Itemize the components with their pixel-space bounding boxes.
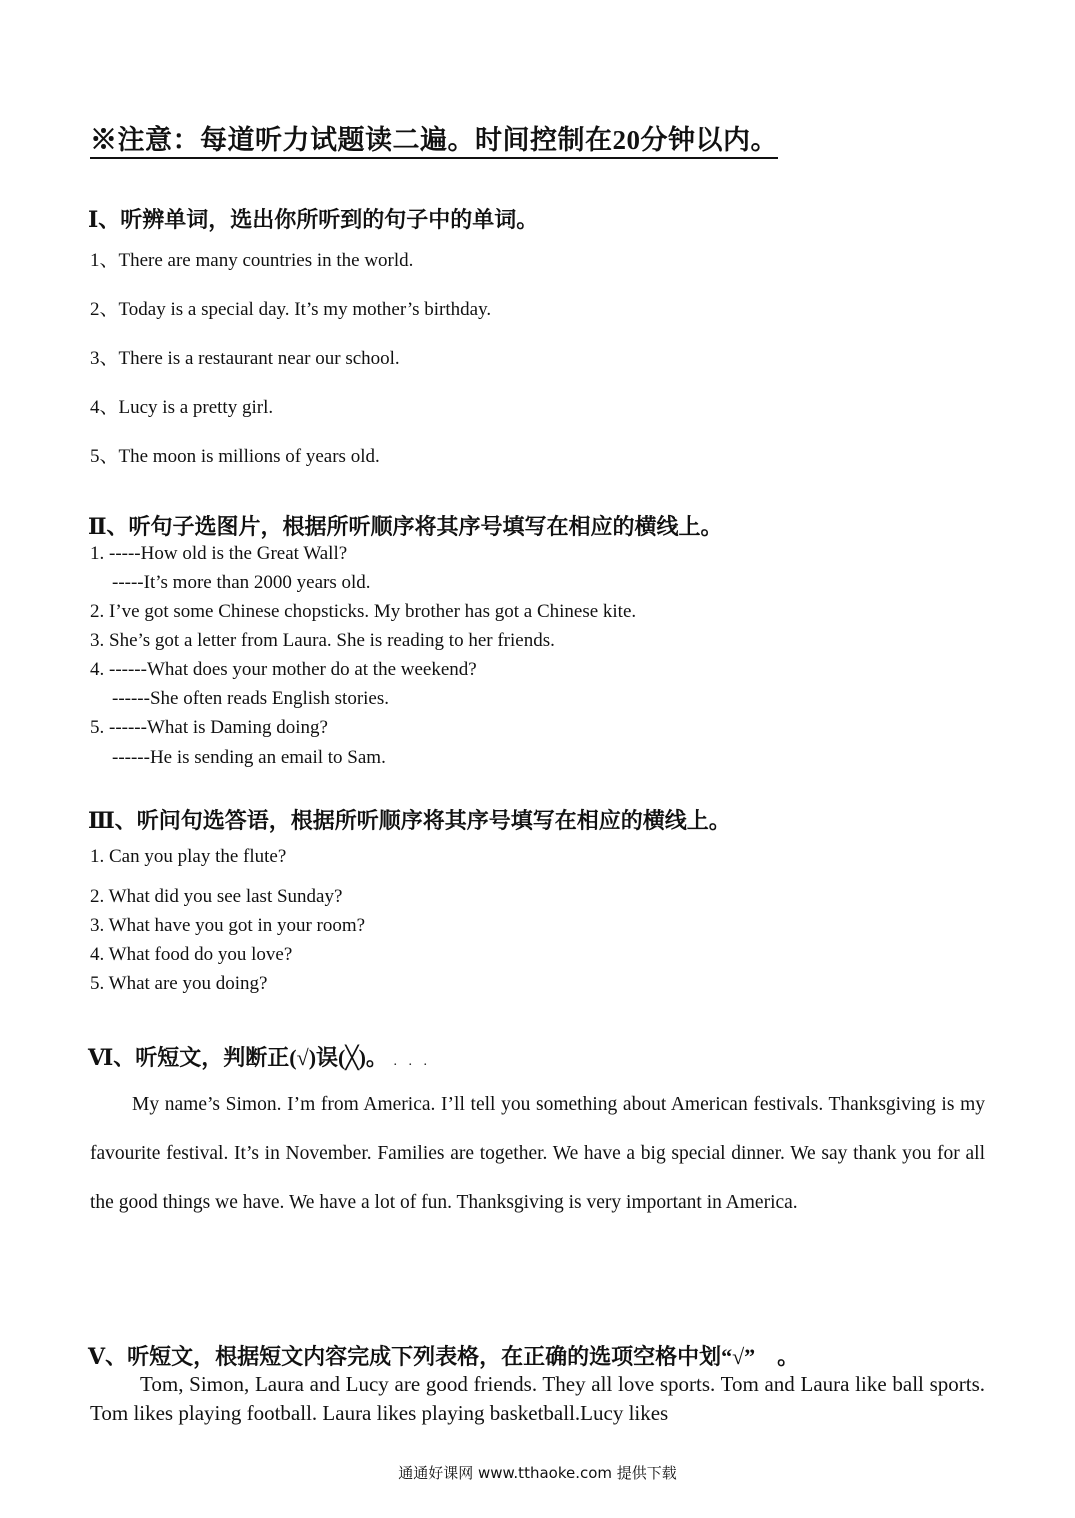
section-5-title: Ⅴ、听短文，根据短文内容完成下列表格，在正确的选项空格中划“√” 。 — [88, 1344, 800, 1369]
section-2-title: Ⅱ、听句子选图片，根据所听顺序将其序号填写在相应的横线上。 — [88, 514, 723, 539]
section-5-passage: Tom, Simon, Laura and Lucy are good friends. They all love sports. Tom and Laura like ball sports. Tom likes playing football. Laura likes playing basketball.Lucy likes — [90, 1372, 985, 1425]
section-2-line: 3. She’s got a letter from Laura. She is reading to her friends. — [90, 630, 555, 651]
section-2-line: 4. ------What does your mother do at the weekend? — [90, 659, 477, 680]
section-4-dots: . . . — [393, 1054, 431, 1069]
section-2-line: 5. ------What is Daming doing? — [90, 717, 328, 738]
section-3-item: 3. What have you got in your room? — [90, 915, 366, 936]
section-2-line: ------He is sending an email to Sam. — [112, 747, 386, 768]
section-2-line: ------She often reads English stories. — [112, 688, 390, 709]
section-2-line: -----It’s more than 2000 years old. — [112, 572, 371, 593]
section-1-title: Ⅰ、听辨单词，选出你所听到的句子中的单词。 — [88, 207, 539, 232]
footer-source: 通通好课网 www.tthaoke.com 提供下载 — [398, 1464, 677, 1482]
section-3-item: 2. What did you see last Sunday? — [90, 886, 343, 907]
section-3-item: 1. Can you play the flute? — [90, 846, 287, 867]
section-3-item: 5. What are you doing? — [90, 973, 268, 994]
section-4-title — [88, 1041, 431, 1072]
section-3-title: Ⅲ、听问句选答语，根据所听顺序将其序号填写在相应的横线上。 — [88, 808, 731, 833]
notice-heading: ※注意：每道听力试题读二遍。时间控制在20分钟以内。 — [90, 125, 778, 155]
section-1-item: 3、There is a restaurant near our school. — [90, 348, 400, 369]
section-4-passage: My name’s Simon. I’m from America. I’ll tell you something about American festivals. Thanksgiving is my favourite festival. It’s in November. Families are together. We have a big special dinner. We say thank you for all the good things we have. We have a lot of fun. Thanksgiving is very important in America. — [90, 1094, 985, 1213]
section-2-line: 2. I’ve got some Chinese chopsticks. My brother has got a Chinese kite. — [90, 601, 637, 622]
section-1-item: 5、The moon is millions of years old. — [90, 446, 380, 467]
section-1-item: 2、Today is a special day. It’s my mother’s birthday. — [90, 299, 492, 320]
section-1-item: 4、Lucy is a pretty girl. — [90, 397, 274, 418]
section-1-item: 1、There are many countries in the world. — [90, 250, 414, 271]
section-4-title-text: Ⅵ、听短文，判断正(√)误(╳)。 — [88, 1045, 388, 1070]
section-2-line: 1. -----How old is the Great Wall? — [90, 543, 348, 564]
section-3-item: 4. What food do you love? — [90, 944, 293, 965]
